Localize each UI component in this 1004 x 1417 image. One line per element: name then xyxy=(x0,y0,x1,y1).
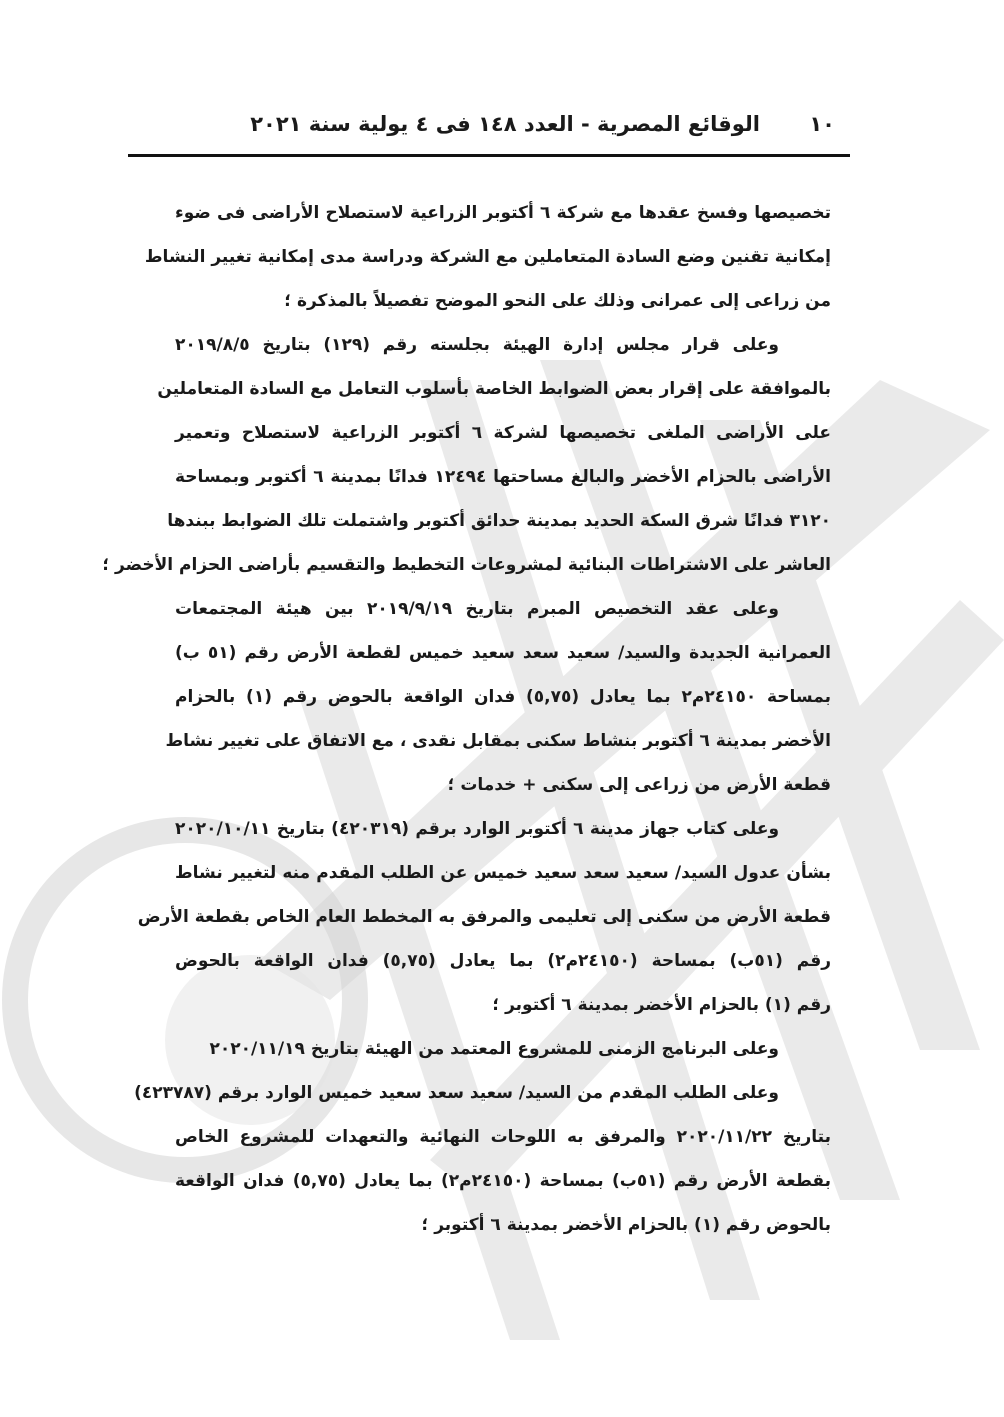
paragraph xyxy=(137,811,832,1031)
text-line: من زراعى إلى عمرانى وذلك على النحو الموضح تفصيلاً بالمذكرة ؛ xyxy=(284,291,831,311)
text-line: رقم (٥١ب) بمساحة (٢٤١٥٠م٢) بما يعادل (٥,٧٥) فدان الواقعة بالحوض xyxy=(175,951,832,971)
page-number: ١٠ xyxy=(809,112,835,136)
text-line: بالموافقة على إقرار بعض الضوابط الخاصة بأسلوب التعامل مع السادة المتعاملين xyxy=(157,379,831,399)
paragraph xyxy=(144,195,831,327)
text-line: على الأراضى الملغى تخصيصها لشركة ٦ أكتوبر الزراعية لاستصلاح وتعمير xyxy=(175,423,831,443)
paragraph xyxy=(165,591,831,811)
text-line: وعلى كتاب جهاز مدينة ٦ أكتوبر الوارد برقم (٤٢٠٣١٩) بتاريخ ٢٠٢٠/١٠/١١ xyxy=(175,819,780,839)
text-line: بمساحة ٢٤١٥٠م٢ بما يعادل (٥,٧٥) فدان الواقعة بالحوض رقم (١) بالحزام xyxy=(175,687,831,707)
text-line: العاشر على الاشتراطات البنائية لمشروعات التخطيط والتقسيم بأراضى الحزام الأخضر ؛ xyxy=(102,555,831,575)
header-rule xyxy=(128,154,850,157)
paragraph xyxy=(102,327,831,591)
text-line: إمكانية تقنين وضع السادة المتعاملين مع الشركة ودراسة مدى إمكانية تغيير النشاط xyxy=(144,247,831,267)
paragraph xyxy=(175,1031,831,1075)
text-line: تخصيصها وفسخ عقدها مع شركة ٦ أكتوبر الزراعية لاستصلاح الأراضى فى ضوء xyxy=(175,203,831,223)
text-line: ٣١٢٠ فدانًا شرق السكة الحديد بمدينة حدائق أكتوبر واشتملت تلك الضوابط ببندها xyxy=(167,511,831,531)
text-line: بقطعة الأرض رقم (٥١ب) بمساحة (٢٤١٥٠م٢) بما يعادل (٥,٧٥) فدان الواقعة xyxy=(175,1171,832,1191)
text-line: قطعة الأرض من سكنى إلى تعليمى والمرفق به المخطط العام الخاص بقطعة الأرض xyxy=(137,907,831,927)
text-line: الأخضر بمدينة ٦ أكتوبر بنشاط سكنى بمقابل نقدى ، مع الاتفاق على تغيير نشاط xyxy=(165,731,831,751)
text-line: بالحوض رقم (١) بالحزام الأخضر بمدينة ٦ أكتوبر ؛ xyxy=(421,1215,831,1235)
running-title: الوقائع المصرية - العدد ١٤٨ فى ٤ يولية سنة ٢٠٢١ xyxy=(250,112,760,136)
document-body xyxy=(102,195,832,1251)
text-line: بتاريخ ٢٠٢٠/١١/٢٢ والمرفق به اللوحات النهائية والتعهدات للمشروع الخاص xyxy=(175,1127,832,1147)
text-line: وعلى البرنامج الزمنى للمشروع المعتمد من الهيئة بتاريخ ٢٠٢٠/١١/١٩ xyxy=(209,1039,779,1059)
text-line: وعلى الطلب المقدم من السيد/ سعيد سعد سعيد خميس الوارد برقم (٤٢٣٧٨٧) xyxy=(134,1083,779,1103)
text-line: قطعة الأرض من زراعى إلى سكنى + خدمات ؛ xyxy=(447,775,831,795)
text-line: العمرانية الجديدة والسيد/ سعيد سعد سعيد خميس لقطعة الأرض رقم (٥١ ب) xyxy=(175,643,831,663)
page-header xyxy=(175,112,835,148)
text-line: الأراضى بالحزام الأخضر والبالغ مساحتها ١٢٤٩٤ فدانًا بمدينة ٦ أكتوبر وبمساحة xyxy=(175,467,831,487)
text-line: وعلى عقد التخصيص المبرم بتاريخ ٢٠١٩/٩/١٩ بين هيئة المجتمعات xyxy=(175,599,779,619)
text-line: رقم (١) بالحزام الأخضر بمدينة ٦ أكتوبر ؛ xyxy=(492,995,831,1015)
text-line: وعلى قرار مجلس إدارة الهيئة بجلسته رقم (١٢٩) بتاريخ ٢٠١٩/٨/٥ xyxy=(175,335,779,355)
paragraph xyxy=(134,1075,832,1251)
text-line: بشأن عدول السيد/ سعيد سعد سعيد خميس عن الطلب المقدم منه لتغيير نشاط xyxy=(175,863,831,883)
